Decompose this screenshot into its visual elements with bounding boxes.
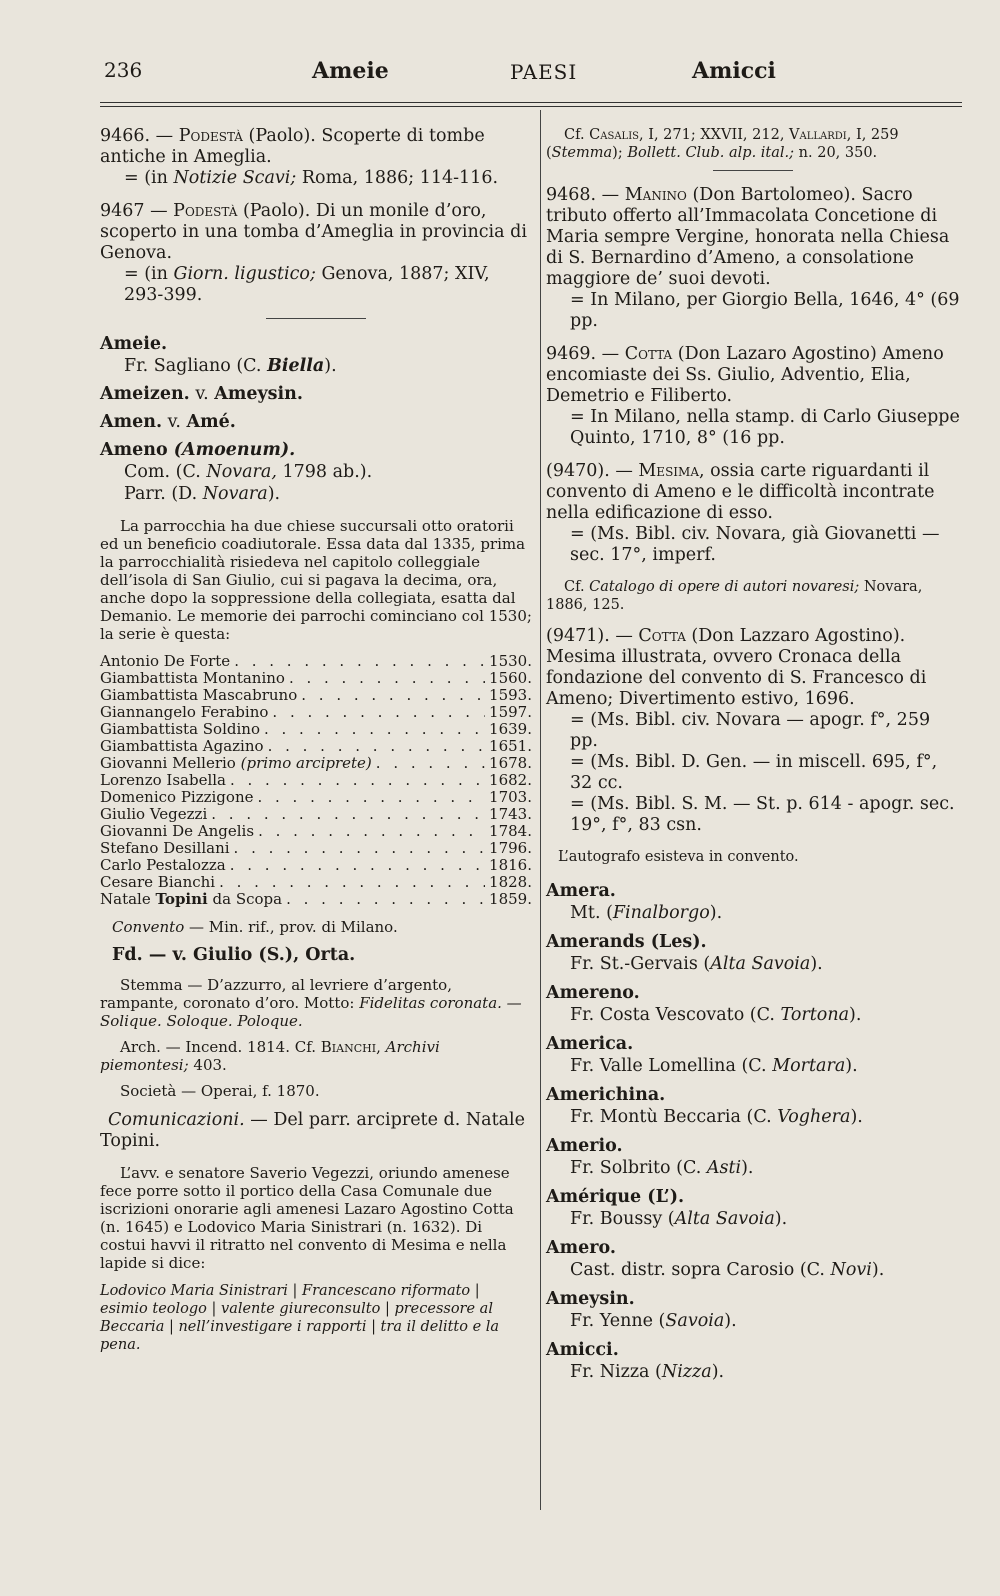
entry-number: (9471). — [546,626,639,646]
column-divider [540,110,541,1510]
parish-priest-name: Giulio Vegezzi [100,805,208,823]
headword-ameie: Ameie. [100,334,168,354]
parish-priest-year: 1682. [489,771,532,789]
header-rule-second [100,106,962,107]
place-detail: Cast. distr. sopra Carosio (C. Novi). [570,1260,885,1280]
place-headword: Amérique (L’). [546,1187,685,1207]
place-detail: Mt. (Finalborgo). [570,903,723,923]
place-headword: America. [546,1034,634,1054]
parish-priest-year: 1703. [489,788,532,806]
entry-9468 [546,185,960,332]
parish-priest-year: 1651. [489,737,532,755]
parish-priest-name: Giovanni Mellerio (primo arciprete) [100,754,372,772]
parish-priest-name: Lorenzo Isabella [100,771,226,789]
parish-priest-year: 1796. [489,839,532,857]
section-separator [713,170,793,171]
place-headword: Amero. [546,1238,616,1258]
parish-priest-name: Stefano Desillani [100,839,230,857]
header-rule [100,102,962,103]
parish-priest-row [100,687,532,704]
leader-dots [272,704,485,721]
parish-priest-row [100,704,532,721]
parish-priest-year: 1560. [489,669,532,687]
place-detail: Fr. Yenne (Savoia). [570,1311,737,1331]
parish-priest-year: 1784. [489,822,532,840]
leader-dots [268,738,485,755]
ameie-detail: Fr. Sagliano (C. Biella). [124,356,337,376]
parish-priest-year: 1816. [489,856,532,874]
convento-note: Convento — Min. rif., prov. di Milano. [112,918,398,936]
parish-priest-name: Giambattista Agazino [100,737,264,755]
fd-reference: Fd. — v. Giulio (S.), Orta. [112,945,356,965]
entry-title: , ossia carte riguardanti il convento di Ameno e le difficoltà incontrate nella edificazione di esso. [546,461,935,523]
entry-number: (9470). — [546,461,639,481]
parish-priest-name: Cesare Bianchi [100,873,216,891]
parish-priest-year: 1530. [489,652,532,670]
place-detail: Fr. Valle Lomellina (C. Mortara). [570,1056,858,1076]
entry-citation: = In Milano, nella stamp. di Carlo Giuseppe Quinto, 1710, 8° (16 pp. [570,407,960,448]
headword-ameizen: Ameizen. v. Ameysin. [100,384,303,404]
entry-number: 9469. — [546,344,625,364]
entry-9469 [546,344,960,449]
place-detail: Fr. St.-Gervais (Alta Savoia). [570,954,823,974]
leader-dots [257,789,485,806]
parish-priest-row [100,721,532,738]
entry-citation: = (in Giorn. ligustico; Genova, 1887; XIV, 293-399. [124,264,490,305]
parish-priest-row [100,806,532,823]
place-headword: Amicci. [546,1340,619,1360]
archivio-note: Arch. — Incend. 1814. Cf. Bianchi, Archivi piemontesi; 403. [100,1038,440,1074]
leader-dots [230,772,485,789]
entry-9470 [546,461,960,566]
running-header [0,58,1000,98]
place-detail: Fr. Nizza (Nizza). [570,1362,725,1382]
page-number: 236 [104,58,143,82]
parish-priest-name: Giambattista Montanino [100,669,285,687]
place-detail: Fr. Boussy (Alta Savoia). [570,1209,788,1229]
parish-priests-list [100,653,532,908]
lapide-epigraph: Lodovico Maria Sinistrari | Francescano riformato | esimio teologo | valente giureconsulto | precessore al Beccaria | nell’investigare i rapporti | tra il delitto e la pena. [100,1283,500,1353]
entry-citation: = In Milano, per Giorgio Bella, 1646, 4° (69 pp. [570,290,960,331]
entry-citation: = (Ms. Bibl. D. Gen. — in miscell. 695, f°, 32 cc. [570,752,938,793]
parish-priest-row [100,755,532,772]
parish-priest-row [100,823,532,840]
header-left-word: Ameie [312,58,389,84]
parish-priest-name: Antonio De Forte [100,652,231,670]
headword-ameno: Ameno (Amoenum). [100,440,296,460]
entry-author: Mesima [638,461,699,481]
entry-number: 9466. — [100,126,179,146]
parish-priest-name: Natale Topini da Scopa [100,890,283,908]
comunicazioni-note: Comunicazioni. — Del parr. arciprete d. Natale Topini. [100,1110,525,1151]
parish-priest-year: 1593. [489,686,532,704]
leader-dots [219,874,485,891]
leader-dots [376,755,485,772]
parish-priest-name: Giovanni De Angelis [100,822,255,840]
parish-priest-year: 1828. [489,873,532,891]
leader-dots [234,653,485,670]
ameno-comune: Com. (C. Novara, 1798 ab.). [124,462,373,482]
parish-priest-name: Giannangelo Ferabino [100,703,269,721]
entry-title: (Don Lazzaro Agostino). Mesima illustrata, ovvero Cronaca della fondazione del convento di S. Francesco di Ameno; Divertimento estivo, 1696. [546,626,927,709]
section-separator [266,318,366,319]
leader-dots [234,840,486,857]
entry-author: Manino [624,185,687,205]
entry-9471 [546,626,960,836]
leader-dots [301,687,485,704]
leader-dots [286,891,485,908]
parish-priest-name: Giambattista Soldino [100,720,260,738]
parish-priest-row [100,738,532,755]
entry-number: 9467 — [100,201,174,221]
entry-title: (Don Lazaro Agostino) Ameno encomiaste dei Ss. Giulio, Adventio, Elia, Demetrio e Filiberto. [546,344,944,406]
right-column [546,126,960,1383]
parish-priest-row [100,891,532,908]
entry-citation: = (in Notizie Scavi; Roma, 1886; 114-116. [124,168,499,188]
entry-citation: = (Ms. Bibl. S. M. — St. p. 614 - apogr. sec. 19°, f°, 83 csn. [570,794,955,835]
parish-priest-row [100,857,532,874]
entry-title: (Paolo). Scoperte di tombe antiche in Ameglia. [100,126,485,167]
parish-priest-row [100,772,532,789]
entry-title: (Paolo). Di un monile d’oro, scoperto in una tomba d’Ameglia in provincia di Genova. [100,201,527,263]
place-entries [546,880,960,1383]
place-detail: Fr. Montù Beccaria (C. Voghera). [570,1107,863,1127]
entry-author: Cotta [638,626,686,646]
ameno-parrocchia: Parr. (D. Novara). [124,484,281,504]
parish-priest-row [100,670,532,687]
place-headword: Americhina. [546,1085,666,1105]
autografo-note: L’autografo esisteva in convento. [558,849,799,865]
stemma-note: Stemma — D’azzurro, al levriere d’argento, rampante, coronato d’oro. Motto: Fidelitas coronata. — Solique. Soloque. Poloque. [100,976,522,1030]
place-headword: Amerands (Les). [546,932,707,952]
vegezzi-paragraph: L’avv. e senatore Saverio Vegezzi, oriundo amenese fece porre sotto il portico della Casa Comunale due iscrizioni onorarie agli amenesi Lazaro Agostino Cotta (n. 1645) e Lodovico Maria Sinistrari (n. 1632). Di costui havvi il ritratto nel convento di Mesima e nella lapide si dice: [100,1164,514,1272]
entry-author: Podestà [178,126,243,146]
parish-priest-row [100,653,532,670]
leader-dots [258,823,485,840]
leader-dots [264,721,485,738]
parish-priest-year: 1639. [489,720,532,738]
place-headword: Amereno. [546,983,640,1003]
cf-catalogo: Cf. Catalogo di opere di autori novaresi; Novara, 1886, 125. [546,579,923,613]
parish-priest-row [100,874,532,891]
parish-priest-year: 1678. [489,754,532,772]
place-headword: Ameysin. [546,1289,635,1309]
entry-9467 [100,201,532,306]
leader-dots [289,670,485,687]
place-detail: Fr. Solbrito (C. Asti). [570,1158,754,1178]
parish-priest-year: 1597. [489,703,532,721]
headword-amen: Amen. v. Amé. [100,412,236,432]
entry-author: Cotta [624,344,673,364]
societa-note: Società — Operai, f. 1870. [120,1082,320,1100]
entry-title: (Don Bartolomeo). Sacro tributo offerto all’Immacolata Concetione di Maria sempre Vergine, honorata nella Chiesa di S. Bernardino d’Ameno, a consolatione maggiore de’ suoi devoti. [546,185,950,289]
parish-priest-name: Domenico Pizzigone [100,788,254,806]
entry-number: 9468. — [546,185,625,205]
entry-citation: = (Ms. Bibl. civ. Novara — apogr. f°, 259 pp. [570,710,931,751]
left-column [100,126,532,1354]
parish-priest-row [100,789,532,806]
entry-author: Podestà [173,201,238,221]
parish-priest-year: 1743. [489,805,532,823]
parish-priest-name: Carlo Pestalozza [100,856,226,874]
place-detail: Fr. Costa Vescovato (C. Tortona). [570,1005,862,1025]
cf-casalis: Cf. Casalis, I, 271; XXVII, 212, Vallardi, I, 259 (Stemma); Bollett. Club. alp. ital.; n. 20, 350. [546,127,899,161]
entry-citation: = (Ms. Bibl. civ. Novara, già Giovanetti — sec. 17°, imperf. [570,524,940,565]
leader-dots [230,857,485,874]
parish-priest-name: Giambattista Mascabruno [100,686,298,704]
header-right-word: Amicci [692,58,776,84]
place-headword: Amera. [546,881,616,901]
parish-priest-year: 1859. [489,890,532,908]
leader-dots [211,806,485,823]
place-headword: Amerio. [546,1136,623,1156]
parish-priest-row [100,840,532,857]
header-center-word: PAESI [510,60,578,84]
ameno-description: La parrocchia ha due chiese succursali otto oratorii ed un beneficio coadiutorale. Essa data dal 1335, prima la parrocchialità risiedeva nel capitolo colleggiale dell’isola di San Giulio, cui si pagava la decima, ora, anche dopo la soppressione della collegiata, esatta dal Demanio. Le memorie dei parrochi cominciano col 1530; la serie è questa: [100,517,532,643]
entry-9466 [100,126,532,189]
